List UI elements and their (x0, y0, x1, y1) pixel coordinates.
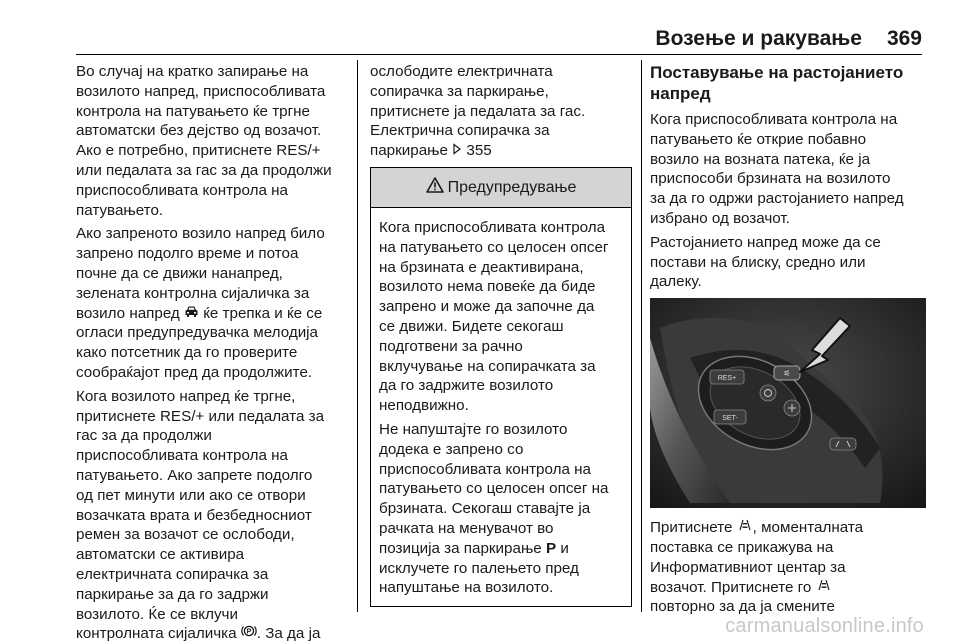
text-line: се движи. Бидете секогаш (379, 317, 564, 335)
col1-paragraph-2 (76, 224, 348, 382)
text-line: Ако запреното возило напред било (76, 225, 325, 243)
vehicle-ahead-icon (184, 304, 199, 324)
text-line: Не напуштајте го возилото (379, 420, 568, 438)
text-line: Информативниот центар за (650, 558, 846, 576)
text-line: возило на возната патека, ќе ја (650, 150, 871, 168)
text-line: притиснете ја педалата за гас. (370, 102, 586, 120)
text-line: автоматски се активира (76, 546, 245, 564)
text-line: избрано од возачот. (650, 209, 790, 227)
res-button-label: RES+ (717, 375, 737, 383)
text-line: возачката врата и безбедносниот (76, 506, 312, 524)
text-line: Кога возилото напред ќе тргне, (76, 387, 296, 405)
text-line: како потсетник да го проверите (76, 344, 298, 362)
text-line: запрено и може да започне да (379, 298, 595, 316)
text-line: гас за да продолжи (76, 427, 212, 445)
text-line: рачката на менувачот во (379, 519, 554, 537)
warning-title: Предупредување (447, 178, 577, 196)
text-line: приспособливата контрола на (76, 181, 288, 199)
text-line: ремен за возачот се ослободи, (76, 526, 295, 544)
text-line: паркирање за да го задржи (76, 585, 269, 603)
text-line-with-icon (76, 624, 348, 642)
text-line: далеку. (650, 273, 702, 291)
text-line: возилото. Ќе се вклучи (76, 605, 238, 623)
text-line: патувањето. (76, 201, 164, 219)
following-distance-icon (816, 578, 832, 598)
text-line: автоматски без дејство од возачот. (76, 122, 322, 140)
text-line: за да го одржи растојанието напред (650, 190, 904, 208)
watermark: carmanualsonline.info (725, 615, 924, 637)
set-button-label: SET- (722, 415, 738, 423)
text-line: приспособливата контрола на (76, 447, 288, 465)
text-line: возилото напред, приспособливата (76, 82, 326, 100)
text-line-with-reference (370, 141, 632, 161)
text-line: контрола на патувањето ќе тргне (76, 102, 310, 120)
header-rule (76, 54, 922, 55)
text-line: Растојанието напред може да се (650, 233, 881, 251)
cancel-cruise-button[interactable] (784, 400, 800, 416)
warning-header (371, 168, 631, 208)
text-line: сообраќајот пред да продолжите. (76, 363, 313, 381)
text-fragment: позиција за паркирање (379, 539, 546, 557)
section-title (650, 62, 926, 104)
text-line: возилото нема повеќе да биде (379, 278, 596, 296)
following-distance-icon (737, 518, 753, 538)
text-line: Во случај на кратко запирање на (76, 63, 309, 80)
col2-intro (370, 62, 632, 161)
text-line: од пет минути или ако се отвори (76, 486, 306, 504)
text-line: Електрична сопирачка за (370, 122, 550, 140)
gear-position-p: P (545, 539, 557, 557)
text-line: приспособи брзината на возилото (650, 170, 891, 188)
text-line: Ако е потребно, притиснете RES/+ (76, 142, 321, 160)
page-number: 369 (886, 27, 922, 50)
text-line-with-icon (650, 578, 926, 598)
column-2 (370, 62, 632, 607)
col3-paragraph-2 (650, 233, 926, 292)
warning-body (371, 208, 631, 606)
page-reference[interactable]: 355 (462, 142, 492, 160)
col1-paragraph-3 (76, 387, 348, 642)
text-line: поставка се прикажува на (650, 538, 834, 556)
text-line: почне да се движи нанапред, (76, 264, 283, 282)
column-divider-2 (641, 60, 642, 612)
text-fragment: контролната сијаличка (76, 625, 241, 642)
text-line: брзината. Секогаш ставајте ја (379, 500, 591, 518)
text-line: Кога приспособливата контрола на (650, 111, 898, 128)
cruise-on-off-button[interactable] (760, 385, 776, 401)
text-fragment: , моменталната (752, 519, 864, 537)
text-line: подготвени за рачно (379, 337, 523, 355)
text-fragment: ќе трепка и ќе се (199, 304, 323, 322)
warning-paragraph-1 (379, 218, 623, 416)
column-1 (76, 62, 348, 642)
text-line: да го задржите возилото (379, 377, 554, 395)
warning-paragraph-2 (379, 420, 623, 598)
text-line: повторно за да ја смените (650, 598, 835, 616)
res-plus-button[interactable] (710, 370, 744, 384)
text-line: ослободите електричната (370, 63, 553, 80)
text-line: или педалата за гас за да продолжи (76, 161, 332, 179)
text-line: на патувањето со целосен опсег (379, 238, 609, 256)
text-fragment: . За да ја (256, 625, 321, 642)
text-line (379, 539, 623, 559)
column-3 (650, 62, 926, 617)
steering-wheel-illustration (650, 298, 926, 508)
text-line: патувањето. Ако запрете подолго (76, 466, 313, 484)
col3-paragraph-1 (650, 110, 926, 229)
text-line-with-icon (650, 518, 926, 538)
text-line: електричната сопирачка за (76, 565, 269, 583)
following-distance-button[interactable] (774, 366, 800, 380)
text-line: огласи предупредувачка мелодија (76, 324, 318, 342)
following-distance-icon: ⚟ (783, 369, 791, 379)
text-line: постави на блиску, средно или (650, 253, 866, 271)
text-line: запрено подолго време и потоа (76, 245, 299, 263)
header-title: Возење и ракување (655, 27, 862, 50)
set-minus-button[interactable] (714, 410, 746, 424)
text-line: исклучете го палењето пред (379, 559, 579, 577)
text-fragment: паркирање (370, 142, 453, 160)
col3-after-figure (650, 518, 926, 617)
text-line: притиснете RES/+ или педалата за (76, 407, 325, 425)
text-line: додека е запрено со (379, 440, 524, 458)
column-divider-1 (357, 60, 358, 612)
text-line-with-icon (76, 304, 348, 324)
text-line: патувањето со целосен опсег на (379, 480, 609, 498)
text-line: на брзината е деактивирана, (379, 258, 584, 276)
warning-box (370, 167, 632, 607)
page-header (0, 0, 960, 56)
text-line: зелената контролна сијаличка за (76, 284, 310, 302)
text-line: вклучување на сопирачката за (379, 357, 596, 375)
parking-brake-icon (241, 624, 257, 642)
text-line: Кога приспособливата контрола (379, 218, 606, 236)
col1-paragraph-1 (76, 62, 348, 220)
section-title-line: напред (650, 84, 711, 103)
text-line: патувањето ќе открие побавно (650, 130, 867, 148)
text-fragment: и (556, 539, 569, 557)
svg-text:P: P (246, 628, 252, 636)
lane-assist-button[interactable] (830, 438, 856, 450)
steering-wheel-controls-figure (650, 298, 926, 508)
text-line: приспособливата контрола на (379, 460, 591, 478)
text-line: напуштање на возилото. (379, 579, 554, 597)
text-fragment: возачот. Притиснете го (650, 578, 816, 596)
text-fragment: Притиснете (650, 519, 737, 537)
page-reference-arrow-icon (452, 141, 462, 161)
section-title-line: Поставување на растојанието (650, 63, 904, 82)
text-line: неподвижно. (379, 397, 469, 415)
text-fragment: возило напред (76, 304, 185, 322)
warning-triangle-icon (426, 177, 444, 199)
text-line: сопирачка за паркирање, (370, 82, 549, 100)
